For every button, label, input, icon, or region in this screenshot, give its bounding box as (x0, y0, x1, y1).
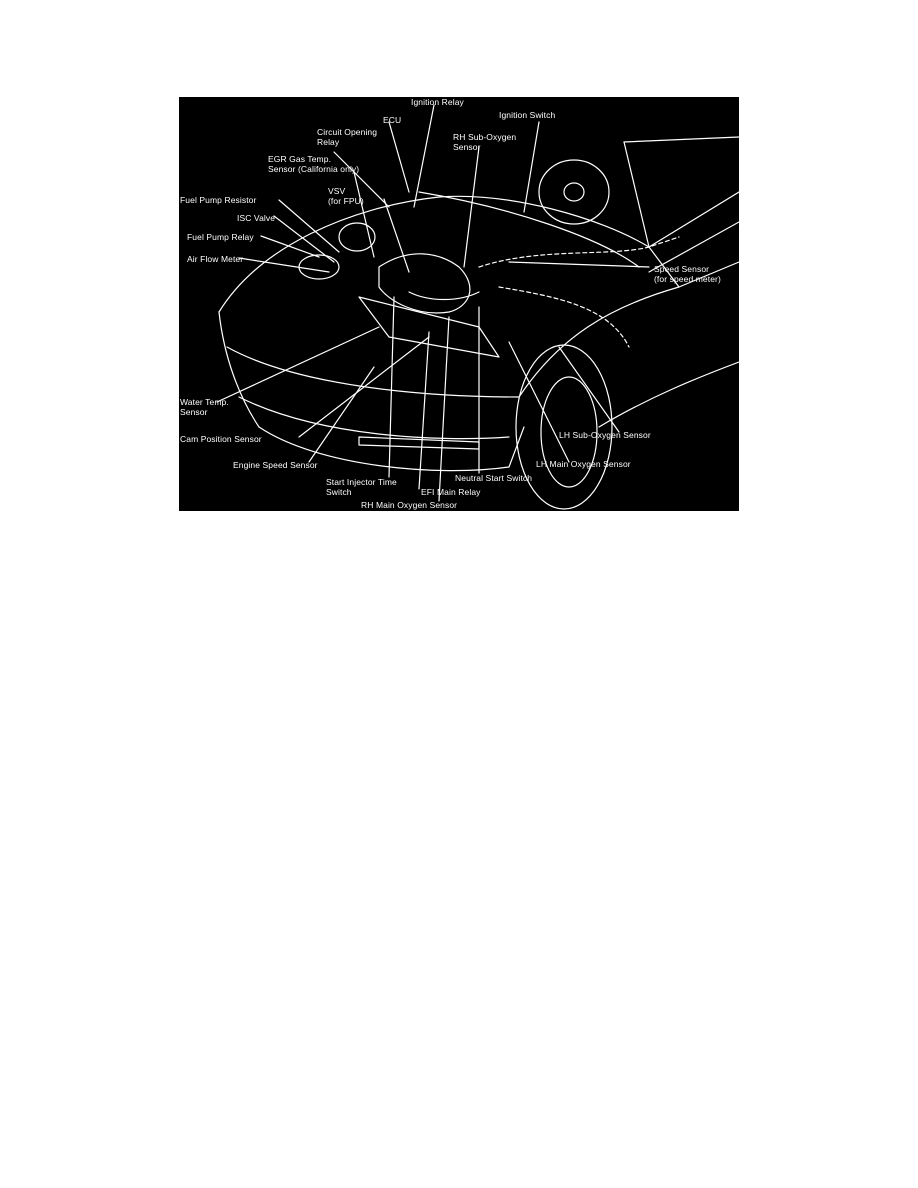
front-fascia (219, 312, 524, 471)
label-rh-sub-oxygen-sensor: RH Sub-Oxygen Sensor (453, 132, 517, 152)
label-engine-speed-sensor: Engine Speed Sensor (233, 460, 318, 470)
a-pillar (624, 142, 649, 247)
label-circuit-opening-relay: Circuit Opening Relay (317, 127, 378, 147)
label-water-temp-sensor: Water Temp. Sensor (180, 397, 229, 417)
steering-wheel (539, 160, 609, 224)
car-line-drawing (179, 97, 739, 511)
door-line (649, 192, 739, 247)
label-rh-main-oxygen-sensor: RH Main Oxygen Sensor (361, 500, 458, 510)
label-isc-valve: ISC Valve (237, 213, 276, 223)
label-lh-sub-oxygen-sensor: LH Sub-Oxygen Sensor (559, 430, 651, 440)
engine-component-locator-diagram (179, 97, 739, 511)
roof-line (624, 137, 739, 142)
label-ignition-relay: Ignition Relay (411, 97, 464, 107)
label-lh-main-oxygen-sensor: LH Main Oxygen Sensor (536, 459, 631, 469)
air-cleaner (299, 255, 339, 279)
label-vsv: VSV (for FPU) (328, 186, 364, 206)
engine-block (359, 297, 499, 357)
lower-bumper (239, 397, 509, 439)
side-sill (599, 362, 739, 427)
label-ignition-switch: Ignition Switch (499, 110, 556, 120)
label-speed-sensor: Speed Sensor (for speed meter) (654, 264, 721, 284)
label-cam-position-sensor: Cam Position Sensor (180, 434, 262, 444)
label-start-injector-time-switch: Start Injector Time Switch (326, 477, 397, 497)
label-neutral-start-switch: Neutral Start Switch (455, 473, 533, 483)
label-air-flow-meter: Air Flow Meter (187, 254, 244, 264)
front-wheel (516, 345, 612, 509)
label-ecu: ECU (383, 115, 402, 125)
label-egr-gas-temp-sensor: EGR Gas Temp. Sensor (California only) (268, 154, 360, 174)
label-efi-main-relay: EFI Main Relay (421, 487, 481, 497)
intake (379, 254, 470, 313)
hood-outline (219, 196, 679, 312)
bumper-line (227, 347, 519, 397)
label-fuel-pump-relay: Fuel Pump Relay (187, 232, 254, 242)
label-fuel-pump-resistor: Fuel Pump Resistor (180, 195, 257, 205)
